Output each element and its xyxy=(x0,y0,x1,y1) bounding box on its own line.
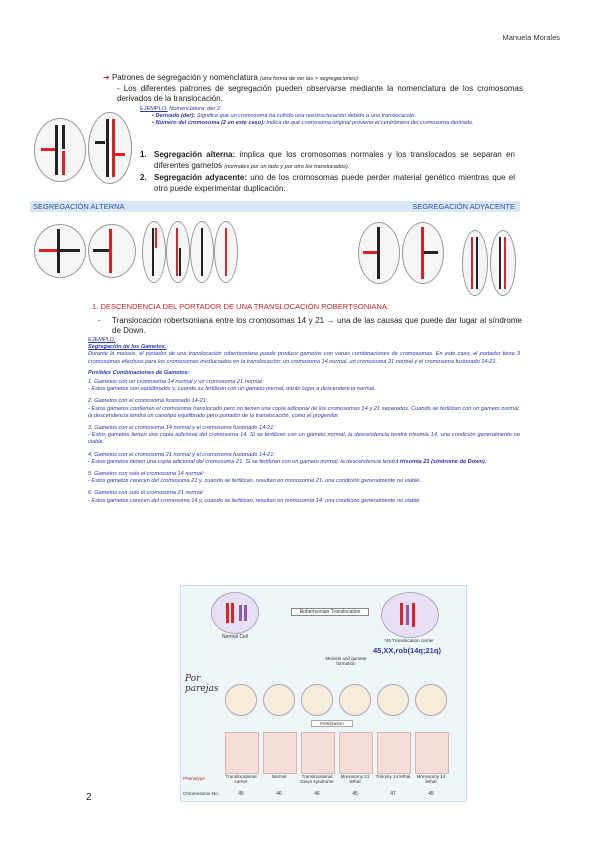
gamete-5 xyxy=(377,684,409,716)
page-number: 2 xyxy=(86,792,92,803)
outcome-box-3 xyxy=(301,732,335,774)
adyacente-figure-3 xyxy=(462,230,488,296)
adyacente-figure-4 xyxy=(490,230,516,296)
gametes-example-label: EJEMPLO: xyxy=(88,337,116,343)
gamete-6 xyxy=(415,684,447,716)
phenotype-row-label: Phenotype xyxy=(183,776,205,781)
gamete-4 xyxy=(339,684,371,716)
section-heading: 1. DESCENDENCIA DEL PORTADOR DE UNA TRANSLOCACIÓN ROBERTSONIANA: xyxy=(92,302,390,311)
section-bullet: Translocación robertsoniana entre los cromosomas 14 y 21 → una de las causas que puede dar lugar al síndrome de Down. xyxy=(112,315,522,335)
bullet2-text: Indica de qué cromosoma original proviene el centrómero del cromosoma derivado. xyxy=(266,120,474,127)
translocation-figure-1 xyxy=(34,118,86,182)
outcome-box-5 xyxy=(377,732,411,774)
outcome-label-2: Normal xyxy=(271,774,287,779)
intro-block xyxy=(103,73,523,105)
band-alterna: SEGREGACIÓN ALTERNA xyxy=(33,202,125,211)
alterna-figure-3 xyxy=(142,221,166,283)
gamete-3 xyxy=(301,684,333,716)
meiosis-label: Meiosis and gamete formation xyxy=(325,656,367,666)
intro-desc: - Los diferentes patrones de segregación pueden observarse mediante la nomenclatura de los cromosomas derivados de la translocación. xyxy=(117,83,523,103)
arrow-icon: ➔ xyxy=(103,73,110,82)
segregation-item-2: 2. Segregación adyacente: uno de los cromosomas puede perder material genético mientras que el otro puede experimentar duplicación. xyxy=(140,173,515,193)
outcome-box-4 xyxy=(339,732,373,774)
karyotype: 45,XX,rob(14q;21q) xyxy=(373,646,441,655)
combo-3: 3. Gametos con el cromosoma 14 normal y el cromosoma fusionado 14-21: - Estos gametos tienen una copia adicional del cromosoma 14. Si se fertilizan con un gameto normal, la descendencia tendrá trisomía 14, una condición generalmente no viable. xyxy=(88,425,520,446)
alterna-figure-1 xyxy=(34,224,86,278)
gametes-text: Durante la meiosis, el portador de una translocación robertsoniana puede producir gametos con varias combinaciones de cromosomas. En este caso, el portador tiene 3 cromosomas efectivos para los cromosomas involucrados en la translocación: un cromosoma 14 normal, un cromosoma 21 normal y el cromosoma fusionado 14-21. xyxy=(88,351,520,365)
outcome-box-6 xyxy=(415,732,449,774)
gamete-2 xyxy=(263,684,295,716)
segregation-types xyxy=(140,150,515,194)
outcome-label-1: Translocational carrier xyxy=(225,774,257,784)
combo-5: 5. Gametos con solo el cromosoma 14 normal: - Estos gametos carecen del cromosoma 21 y, cuando se fertilizan, resultan en monosomía 21, una condición generalmente no viable. xyxy=(88,471,421,485)
adyacente-figure-2 xyxy=(402,222,444,284)
alterna-figure-2 xyxy=(88,224,136,278)
translocation-figure-2 xyxy=(88,112,132,184)
gamete-1 xyxy=(225,684,257,716)
adyacente-figure-1 xyxy=(358,222,400,284)
intro-example: EJEMPLO: Nomenclatura: der 2: • Derivado (der): Significa que un cromosoma ha sufrido una reestructuración debido a una translocación. • Número del cromosoma (2 en este caso): Indica de qué cromosoma original proviene el centrómero del cromosoma derivado. xyxy=(140,106,474,127)
gametes-block xyxy=(88,337,520,505)
band-adyacente: SEGREGACIÓN ADYACENTE xyxy=(412,202,515,211)
translocation-arrow: Robertsonian Translocation xyxy=(291,608,369,616)
combo-1: 1. Gametos con un cromosoma 14 normal y un cromosoma 21 normal: - Estos gametos son equilibrados y, cuando se fertilizan con un gameto normal, darán lugar a descendencia normal. xyxy=(88,379,376,393)
carrier-label: *45 Translocation carrier xyxy=(384,638,434,643)
combo-4: 4. Gametos con el cromosoma 21 normal y el cromosoma fusionado 14-21: - Estos gametos tienen una copia adicional del cromosoma 21. Si se fertilizan con un gameto normal, la descendencia tendrá trisomía 21 (síndrome de Down). xyxy=(88,451,487,465)
handwritten-note: Por parejas xyxy=(185,674,219,694)
count-2: 46 xyxy=(276,791,282,797)
chromosome-row-label: Chromosome No. xyxy=(183,791,219,796)
alterna-figure-5 xyxy=(190,221,214,283)
count-1: 45 xyxy=(238,791,244,797)
outcome-label-6: Monosomy 14 lethal xyxy=(416,774,446,784)
author-name: Manuela Morales xyxy=(502,33,560,42)
count-5: 47 xyxy=(390,791,396,797)
segregation-item-1: 1. Segregación alterna: implica que los cromosomas normales y los translocados se separan en diferentes gametos (normales por un lado y por otro los translocados). xyxy=(140,150,515,170)
carrier-cell xyxy=(381,592,439,638)
combo-2: 2. Gametos con el cromosoma fusionado 14-21: - Estos gametos contienen el cromosoma translocado pero no tienen una copia adicional de los cromosomas 14 y 21 separados. Cuando se fertilizan con un gameto normal, la descendencia tendrá un cariotipo equilibrado pero portador de la translocación, como el progenitor. xyxy=(88,398,520,419)
outcome-label-4: Monosomy 21 lethal xyxy=(340,774,370,784)
intro-note: (otra forma de ver las × segregaciones): xyxy=(260,76,360,82)
alterna-figure-4 xyxy=(166,221,190,283)
combos-title: Posibles Combinaciones de Gametos: xyxy=(88,369,190,376)
count-6: 45 xyxy=(428,791,434,797)
outcome-label-5: Trisomy 14 lethal xyxy=(375,774,411,779)
bullet2-title: Número del cromosoma (2 en este caso): xyxy=(155,120,265,127)
normal-cell xyxy=(211,592,259,634)
combo-6: 6. Gametos con solo el cromosoma 21 normal: - Estos gametos carecen del cromosoma 14 y, cuando se fertilizan, resultan en monosomía 14, una condición generalmente no viable. xyxy=(88,490,421,504)
example-label: EJEMPLO: xyxy=(140,106,168,112)
count-4: 45 xyxy=(352,791,358,797)
outcome-box-2 xyxy=(263,732,297,774)
fertilization-label: Fertilization xyxy=(311,720,353,727)
gametes-title: Segregación de los Gametos: xyxy=(88,344,167,351)
intro-title: Patrones de segregación y nomenclatura xyxy=(111,73,258,82)
bullet1-text: Significa que un cromosoma ha sufrido una reestructuración debido a una translocación. xyxy=(196,113,417,120)
example-text: Nomenclatura: der 2: xyxy=(169,106,222,112)
bullet1-title: Derivado (der): xyxy=(155,113,196,120)
outcome-label-3: Translocational Down syndrome xyxy=(300,774,334,784)
alterna-figure-6 xyxy=(214,221,238,283)
robertsonian-figure xyxy=(180,585,467,802)
outcome-box-1 xyxy=(225,732,259,774)
count-3: 46 xyxy=(314,791,320,797)
section-robertsonian: 1. DESCENDENCIA DEL PORTADOR DE UNA TRANSLOCACIÓN ROBERTSONIANA: - Translocación robertsoniana entre los cromosomas 14 y 21 → una de las causas que puede dar lugar al síndrome de Down. xyxy=(92,302,522,335)
segregation-band xyxy=(30,201,520,212)
normal-cell-label: Normal Cell xyxy=(221,634,249,640)
